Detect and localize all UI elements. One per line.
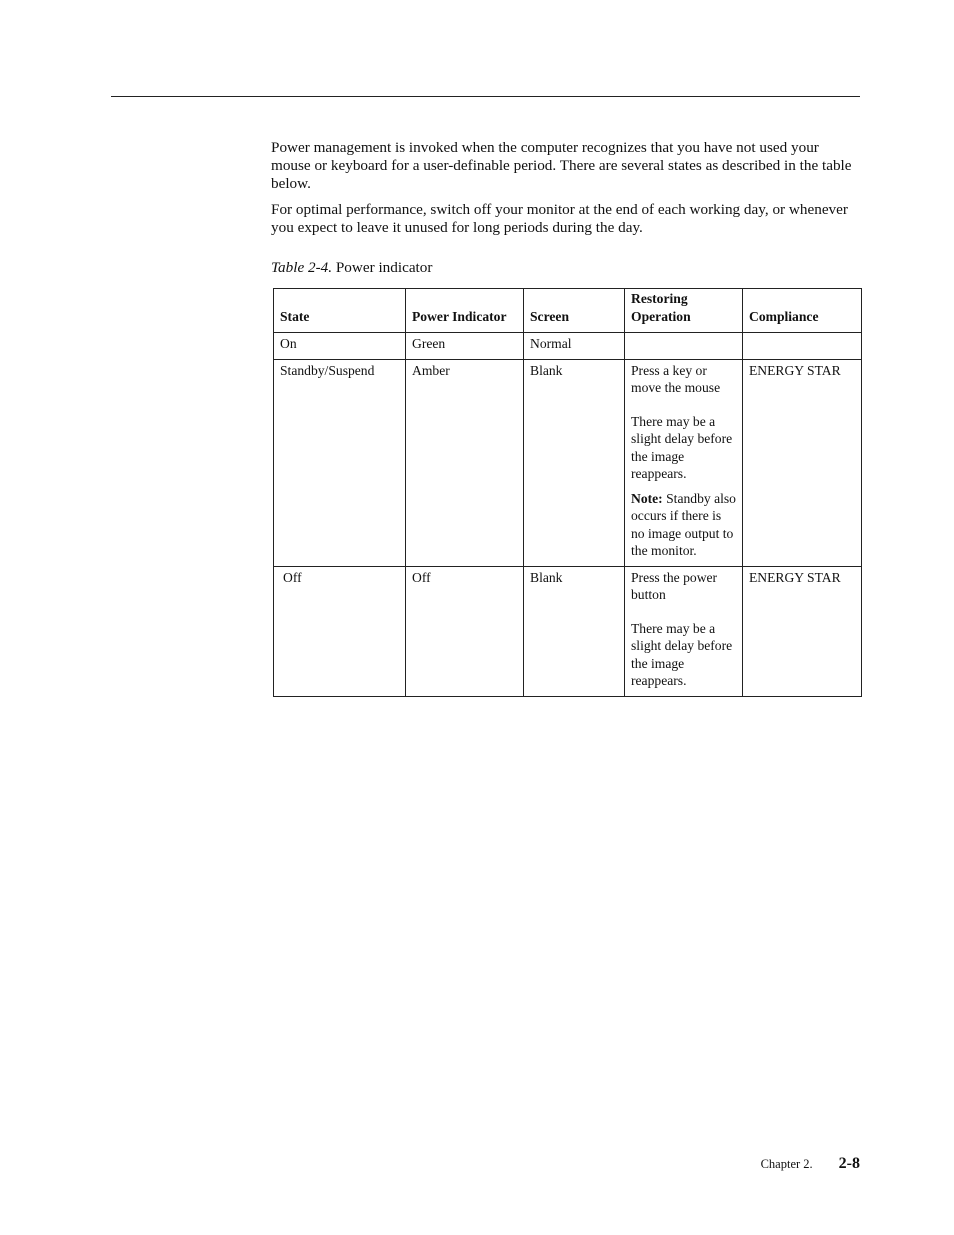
page-footer (761, 1155, 860, 1173)
restore-instruction: Press a key or move the mouse (631, 362, 721, 395)
table-row (274, 333, 862, 360)
cell-state: Standby/Suspend (274, 359, 406, 566)
cell-screen: Blank (524, 566, 625, 696)
cell-state: Off (274, 566, 406, 696)
power-indicator-table (273, 288, 862, 697)
header-rule (111, 96, 860, 97)
restore-note (631, 490, 736, 560)
note-label: Note: (631, 490, 663, 506)
page-number: 2-8 (838, 1155, 860, 1172)
restore-instruction: Press the power button (631, 569, 718, 602)
header-compliance: Compliance (743, 289, 862, 333)
table-row (274, 359, 862, 566)
table-caption-title: Power indicator (335, 259, 433, 276)
table-caption (271, 259, 861, 277)
note-text: Standby also occurs if there is no image output to the monitor. (631, 490, 736, 558)
intro-paragraph-2: For optimal performance, switch off your monitor at the end of each working day, or whenever you expect to leave it unused for long periods during the day. (271, 201, 848, 236)
table-caption-label: Table 2-4. (271, 259, 333, 276)
cell-screen: Normal (524, 333, 625, 360)
restore-delay-text: There may be a slight delay before the image reappears. (631, 620, 733, 688)
page-content (271, 139, 861, 697)
cell-power-indicator: Green (406, 333, 524, 360)
table-row (274, 566, 862, 696)
cell-screen: Blank (524, 359, 625, 566)
header-restoring-operation: Restoring Operation (625, 289, 743, 333)
header-screen: Screen (524, 289, 625, 333)
cell-restoring-operation (625, 359, 743, 566)
cell-state: On (274, 333, 406, 360)
cell-power-indicator: Off (406, 566, 524, 696)
cell-power-indicator: Amber (406, 359, 524, 566)
header-power-indicator: Power Indicator (406, 289, 524, 333)
header-state: State (274, 289, 406, 333)
restore-delay-text: There may be a slight delay before the image reappears. (631, 413, 733, 481)
cell-restoring-operation (625, 333, 743, 360)
table-header-row (274, 289, 862, 333)
cell-compliance: ENERGY STAR (743, 359, 862, 566)
intro-paragraph-1: Power management is invoked when the computer recognizes that you have not used your mouse or keyboard for a user-definable period. There are several states as described in the table below. (271, 139, 852, 192)
cell-compliance: ENERGY STAR (743, 566, 862, 696)
cell-compliance (743, 333, 862, 360)
cell-restoring-operation (625, 566, 743, 696)
footer-chapter: Chapter 2. (760, 1157, 813, 1171)
